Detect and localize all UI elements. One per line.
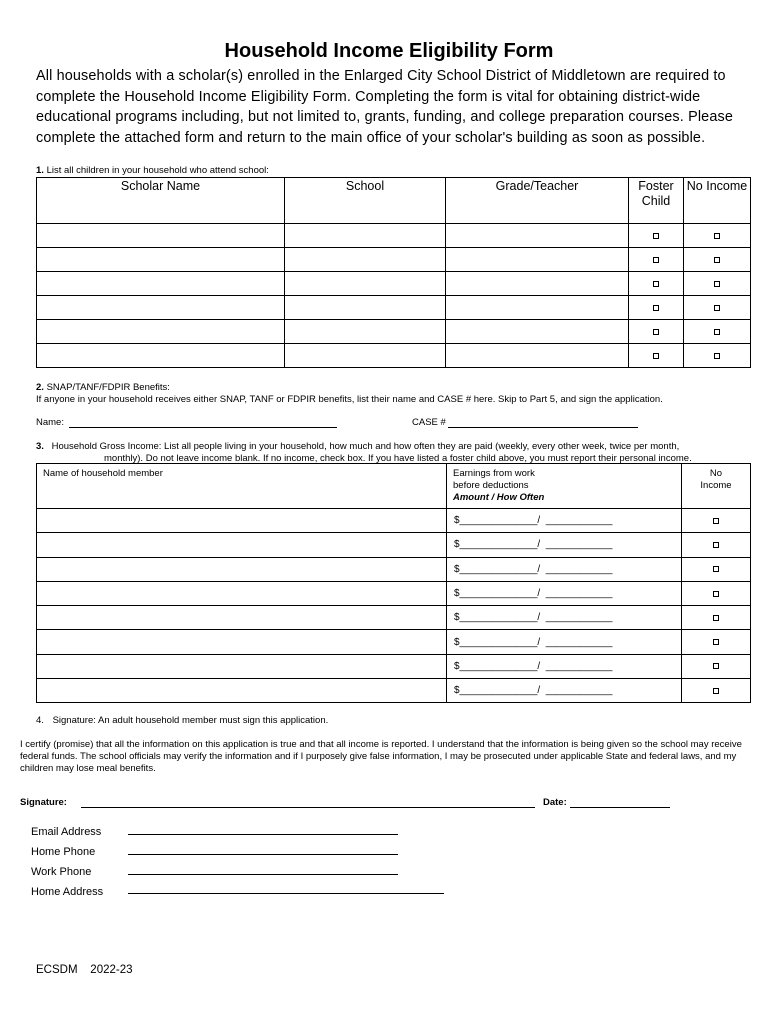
part4-heading: [36, 715, 328, 727]
grade-teacher-cell[interactable]: [446, 344, 629, 368]
header-scholar-name: Scholar Name: [37, 178, 285, 224]
part3-label: Household Gross Income: List all people living in your household, how much and how often they are paid (weekly, every other week, twice per month,: [51, 441, 680, 452]
case-number-label: CASE #: [412, 417, 446, 428]
household-member-cell[interactable]: [37, 509, 447, 533]
household-member-cell[interactable]: [37, 630, 447, 654]
school-cell[interactable]: [285, 272, 446, 296]
part3-heading: [36, 441, 679, 453]
table-row: [37, 509, 751, 533]
checkbox-icon[interactable]: [653, 281, 659, 287]
home-phone-field[interactable]: [128, 854, 398, 855]
foster-child-checkbox[interactable]: [629, 248, 684, 272]
home-phone-label: Home Phone: [31, 846, 96, 858]
header-foster-child: Foster Child: [629, 178, 684, 224]
part1-label: List all children in your household who attend school:: [46, 165, 269, 176]
checkbox-icon[interactable]: [714, 281, 720, 287]
earnings-amount-field[interactable]: $______________/ ____________: [447, 606, 682, 630]
part2-number: 2.: [36, 382, 44, 393]
no-income-checkbox[interactable]: [682, 654, 751, 678]
checkbox-icon[interactable]: [713, 518, 719, 524]
table-row: [37, 248, 751, 272]
earnings-amount-field[interactable]: $______________/ ____________: [447, 581, 682, 605]
part4-label: Signature: An adult household member must sign this application.: [52, 715, 329, 726]
part4-number: 4.: [36, 715, 44, 726]
intro-paragraph: All households with a scholar(s) enrolled in the Enlarged City School District of Middletown are required to complete the Household Income Eligibility Form. Completing the form is vital for obtaining district-wide educational programs including, but not limited to, grants, funding, and college preparation courses. Please complete the attached form and return to the main office of your scholar's building as soon as possible.: [36, 68, 733, 146]
scholar-name-cell[interactable]: [37, 344, 285, 368]
email-address-field[interactable]: [128, 834, 398, 835]
checkbox-icon[interactable]: [653, 233, 659, 239]
part2-instruction: If anyone in your household receives either SNAP, TANF or FDPIR benefits, list their name and CASE # here. Skip to Part 5, and sign the application.: [36, 394, 663, 405]
part3-number: 3.: [36, 441, 44, 452]
date-field[interactable]: [570, 807, 670, 808]
header-earnings-line3: Amount / How Often: [453, 492, 545, 503]
no-income-checkbox[interactable]: [682, 606, 751, 630]
snap-name-label: Name:: [36, 417, 64, 428]
no-income-checkbox[interactable]: [684, 344, 751, 368]
school-cell[interactable]: [285, 320, 446, 344]
table-row: [37, 679, 751, 703]
grade-teacher-cell[interactable]: [446, 248, 629, 272]
case-number-field[interactable]: [448, 427, 638, 428]
header-earnings-line1: Earnings from work: [453, 468, 535, 479]
table-row: [37, 581, 751, 605]
income-table: [36, 463, 751, 703]
checkbox-icon[interactable]: [713, 663, 719, 669]
scholar-name-cell[interactable]: [37, 248, 285, 272]
table-row: [37, 606, 751, 630]
grade-teacher-cell[interactable]: [446, 296, 629, 320]
children-table-header: [37, 178, 751, 224]
table-row: [37, 557, 751, 581]
no-income-checkbox[interactable]: [682, 533, 751, 557]
earnings-amount-field[interactable]: $______________/ ____________: [447, 679, 682, 703]
table-row: [37, 344, 751, 368]
checkbox-icon[interactable]: [713, 542, 719, 548]
table-row: [37, 224, 751, 248]
grade-teacher-cell[interactable]: [446, 320, 629, 344]
no-income-checkbox[interactable]: [684, 296, 751, 320]
earnings-amount-field[interactable]: $______________/ ____________: [447, 630, 682, 654]
header-income-none: [682, 464, 751, 509]
checkbox-icon[interactable]: [713, 688, 719, 694]
part2-heading: [36, 382, 170, 394]
work-phone-field[interactable]: [128, 874, 398, 875]
earnings-amount-field[interactable]: $______________/ ____________: [447, 533, 682, 557]
checkbox-icon[interactable]: [713, 591, 719, 597]
header-no-income: No Income: [684, 178, 751, 224]
scholar-name-cell[interactable]: [37, 296, 285, 320]
no-income-checkbox[interactable]: [682, 581, 751, 605]
signature-field[interactable]: [81, 807, 535, 808]
household-member-cell[interactable]: [37, 606, 447, 630]
checkbox-icon[interactable]: [714, 329, 720, 335]
foster-child-checkbox[interactable]: [629, 272, 684, 296]
header-earnings: [447, 464, 682, 509]
checkbox-icon[interactable]: [653, 353, 659, 359]
no-income-checkbox[interactable]: [684, 272, 751, 296]
checkbox-icon[interactable]: [653, 257, 659, 263]
no-income-checkbox[interactable]: [682, 557, 751, 581]
household-member-cell[interactable]: [37, 679, 447, 703]
part1-heading: [36, 165, 269, 177]
header-earnings-line2: before deductions: [453, 480, 529, 491]
no-income-checkbox[interactable]: [682, 509, 751, 533]
earnings-amount-field[interactable]: $______________/ ____________: [447, 509, 682, 533]
household-member-cell[interactable]: [37, 654, 447, 678]
header-school: School: [285, 178, 446, 224]
foster-child-checkbox[interactable]: [629, 224, 684, 248]
no-income-checkbox[interactable]: [684, 224, 751, 248]
table-row: [37, 654, 751, 678]
checkbox-icon[interactable]: [713, 566, 719, 572]
earnings-amount-field[interactable]: $______________/ ____________: [447, 654, 682, 678]
work-phone-label: Work Phone: [31, 866, 92, 878]
foster-child-checkbox[interactable]: [629, 320, 684, 344]
header-grade-teacher: Grade/Teacher: [446, 178, 629, 224]
household-member-cell[interactable]: [37, 581, 447, 605]
no-income-checkbox[interactable]: [684, 248, 751, 272]
checkbox-icon[interactable]: [714, 353, 720, 359]
table-row: [37, 296, 751, 320]
foster-child-checkbox[interactable]: [629, 296, 684, 320]
certification-text: I certify (promise) that all the information on this application is true and that all income is reported. I understand that the information is being given so the school may receive federal funds. The school officials may verify the information and if I purposely give false information, I may be prosecuted under applicable State and federal laws, and my children may lose meal benefits.: [20, 739, 742, 774]
table-row: [37, 630, 751, 654]
checkbox-icon[interactable]: [653, 305, 659, 311]
scholar-name-cell[interactable]: [37, 224, 285, 248]
part2-label: SNAP/TANF/FDPIR Benefits:: [46, 382, 170, 393]
household-member-cell[interactable]: [37, 533, 447, 557]
table-row: [37, 533, 751, 557]
snap-name-field[interactable]: [69, 427, 337, 428]
email-address-label: Email Address: [31, 826, 102, 838]
part3-label-cont: monthly). Do not leave income blank. If no income, check box. If you have listed a foster child above, you must report their personal income.: [104, 453, 692, 464]
form-title: Household Income Eligibility Form: [224, 40, 554, 62]
checkbox-icon[interactable]: [653, 329, 659, 335]
school-cell[interactable]: [285, 224, 446, 248]
scholar-name-cell[interactable]: [37, 320, 285, 344]
no-income-checkbox[interactable]: [682, 630, 751, 654]
scholar-name-cell[interactable]: [37, 272, 285, 296]
no-income-checkbox[interactable]: [682, 679, 751, 703]
checkbox-icon[interactable]: [713, 639, 719, 645]
no-income-checkbox[interactable]: [684, 320, 751, 344]
school-cell[interactable]: [285, 248, 446, 272]
date-label: Date:: [543, 797, 567, 808]
table-row: [37, 272, 751, 296]
earnings-amount-field[interactable]: $______________/ ____________: [447, 557, 682, 581]
signature-label: Signature:: [20, 797, 67, 808]
header-household-member: Name of household member: [37, 464, 447, 509]
checkbox-icon[interactable]: [713, 615, 719, 621]
header-income-none-line1: No: [709, 468, 723, 479]
school-cell[interactable]: [285, 344, 446, 368]
children-table: [36, 177, 751, 368]
foster-child-checkbox[interactable]: [629, 344, 684, 368]
table-row: [37, 320, 751, 344]
grade-teacher-cell[interactable]: [446, 272, 629, 296]
grade-teacher-cell[interactable]: [446, 224, 629, 248]
income-table-header: [37, 464, 751, 509]
household-member-cell[interactable]: [37, 557, 447, 581]
school-cell[interactable]: [285, 296, 446, 320]
home-address-field[interactable]: [128, 893, 444, 894]
checkbox-icon[interactable]: [714, 257, 720, 263]
checkbox-icon[interactable]: [714, 233, 720, 239]
part1-number: 1.: [36, 165, 44, 176]
header-income-none-line2: Income: [700, 480, 732, 491]
checkbox-icon[interactable]: [714, 305, 720, 311]
home-address-label: Home Address: [31, 886, 104, 898]
footer-code: ECSDM 2022-23: [36, 964, 133, 976]
contact-labels: [31, 822, 103, 902]
